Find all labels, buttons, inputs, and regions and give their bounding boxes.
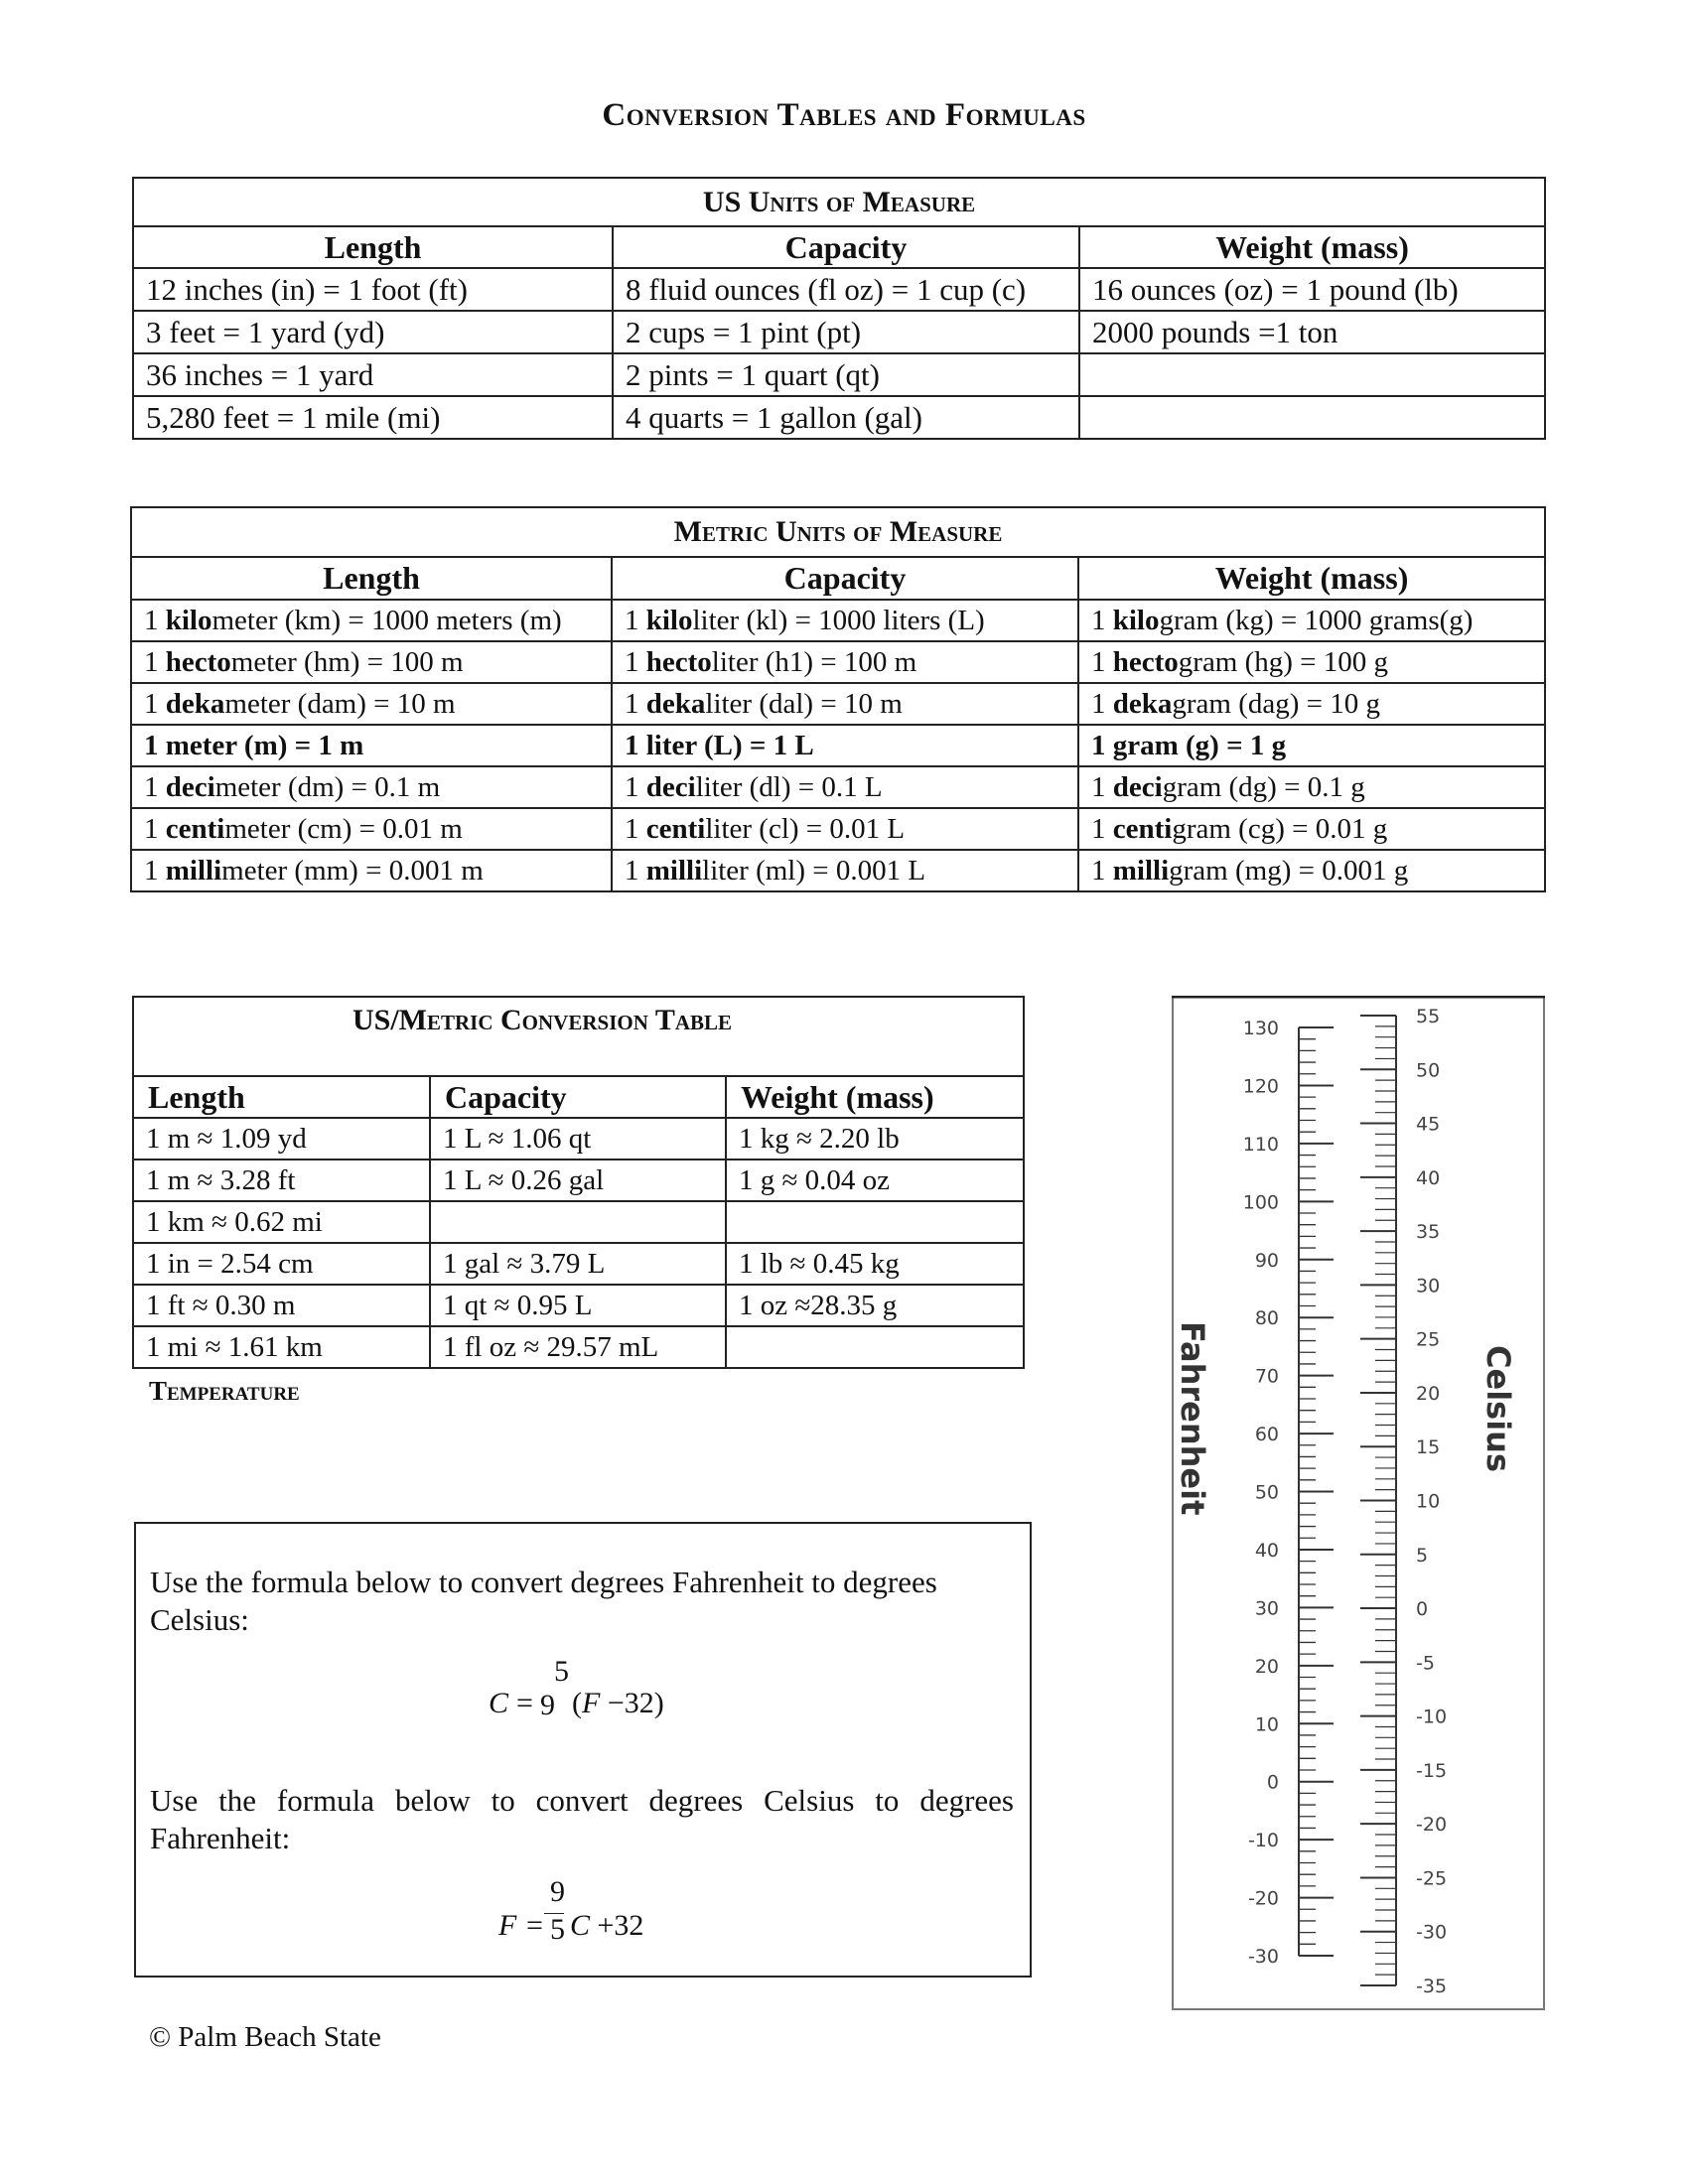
temperature-heading: Temperature: [149, 1376, 300, 1406]
table-cell: [1078, 725, 1545, 766]
page-title: Conversion Tables and Formulas: [602, 97, 1086, 133]
table-cell: [131, 600, 612, 641]
table-cell: 1 mi ≈ 1.61 km: [133, 1326, 430, 1368]
celsius-tick-label: -35: [1416, 1976, 1448, 1997]
cell-prefix: 1: [144, 687, 166, 720]
fahrenheit-tick-label: 90: [1254, 1249, 1279, 1272]
table-cell: 1 g ≈ 0.04 oz: [726, 1160, 1024, 1201]
fahrenheit-tick-label: 120: [1242, 1075, 1279, 1098]
formula-open-paren: (: [572, 1687, 582, 1719]
table-cell: 4 quarts = 1 gallon (gal): [613, 396, 1079, 439]
cell-prefix: 1: [144, 854, 166, 887]
formula-numerator: 9: [550, 1875, 565, 1908]
table-cell: [612, 766, 1078, 808]
table-row: [133, 396, 1545, 439]
cell-bold-part: 1 gram (g) = 1 g: [1091, 729, 1287, 761]
fahrenheit-tick-label: 70: [1254, 1365, 1279, 1388]
celsius-tick-label: 40: [1416, 1166, 1441, 1189]
formula-variable: F: [582, 1687, 601, 1719]
fahrenheit-tick-label: 60: [1254, 1424, 1279, 1446]
fahrenheit-tick-label: 40: [1254, 1539, 1279, 1562]
cell-prefix: 1: [144, 604, 166, 636]
fahrenheit-tick-label: -10: [1247, 1830, 1279, 1852]
table-cell: 1 qt ≈ 0.95 L: [430, 1285, 726, 1326]
table-row: [131, 725, 1545, 766]
fahrenheit-tick-label: -30: [1247, 1946, 1279, 1968]
metric-units-table: [130, 506, 1546, 892]
fahrenheit-tick-label: 30: [1254, 1597, 1279, 1620]
us-header-capacity: Capacity: [613, 226, 1079, 268]
table-cell: 3 feet = 1 yard (yd): [133, 311, 613, 353]
cell-prefix: 1: [144, 645, 166, 678]
cell-bold-part: 1 meter (m) = 1 m: [144, 729, 364, 761]
cell-suffix: meter (dam) = 10 m: [224, 687, 456, 720]
table-cell: 12 inches (in) = 1 foot (ft): [133, 268, 613, 311]
cell-suffix: liter (kl) = 1000 liters (L): [692, 604, 985, 636]
cell-suffix: liter (h1) = 100 m: [711, 645, 917, 678]
table-cell: [726, 1326, 1024, 1368]
cell-bold-part: hecto: [1112, 645, 1179, 678]
celsius-tick-label: 5: [1416, 1544, 1429, 1567]
table-cell: 2000 pounds =1 ton: [1079, 311, 1545, 353]
fahrenheit-tick-label: 20: [1254, 1655, 1279, 1678]
cell-bold-part: deka: [645, 687, 706, 720]
fahrenheit-tick-label: 80: [1254, 1307, 1279, 1330]
cell-prefix: 1: [625, 854, 646, 887]
table-cell: [131, 725, 612, 766]
celsius-tick-label: 20: [1416, 1382, 1441, 1405]
table-cell: [1078, 600, 1545, 641]
us-header-weight: Weight (mass): [1079, 226, 1545, 268]
celsius-label: Celsius: [1479, 1345, 1517, 1472]
table-row: [133, 1201, 1024, 1243]
cell-bold-part: 1 liter (L) = 1 L: [625, 729, 814, 761]
fahrenheit-tick-label: 130: [1242, 1018, 1279, 1039]
table-row: [133, 268, 1545, 311]
formula-lhs: C: [489, 1687, 509, 1719]
table-cell: [131, 683, 612, 725]
celsius-tick-label: -5: [1416, 1652, 1435, 1675]
cell-prefix: 1: [144, 770, 166, 803]
cell-suffix: liter (dal) = 10 m: [705, 687, 903, 720]
cell-prefix: 1: [625, 770, 646, 803]
cell-suffix: meter (mm) = 0.001 m: [221, 854, 484, 887]
fahrenheit-tick-label: 110: [1242, 1133, 1279, 1156]
table-cell: 1 L ≈ 1.06 qt: [430, 1118, 726, 1160]
celsius-tick-label: -30: [1416, 1921, 1448, 1944]
cell-prefix: 1: [1091, 687, 1113, 720]
table-cell: [612, 808, 1078, 850]
formula-equals: =: [526, 1909, 543, 1942]
cell-suffix: meter (dm) = 0.1 m: [214, 770, 441, 803]
table-cell: 1 ft ≈ 0.30 m: [133, 1285, 430, 1326]
table-cell: 1 km ≈ 0.62 mi: [133, 1201, 430, 1243]
cell-bold-part: centi: [645, 812, 706, 845]
cell-bold-part: milli: [645, 854, 703, 887]
table-row: [133, 1243, 1024, 1285]
table-row: [131, 600, 1545, 641]
cell-bold-part: deci: [645, 770, 696, 803]
cell-prefix: 1: [1091, 854, 1113, 887]
thermometer-image: [1172, 996, 1545, 2010]
table-row: [131, 683, 1545, 725]
cell-bold-part: kilo: [165, 604, 212, 636]
table-cell: 1 in = 2.54 cm: [133, 1243, 430, 1285]
table-row: [133, 1118, 1024, 1160]
fahrenheit-tick-label: 50: [1254, 1481, 1279, 1504]
cell-bold-part: deci: [1112, 770, 1163, 803]
cell-suffix: gram (dag) = 10 g: [1172, 687, 1381, 720]
table-cell: 1 fl oz ≈ 29.57 mL: [430, 1326, 726, 1368]
table-cell: 1 lb ≈ 0.45 kg: [726, 1243, 1024, 1285]
conv-header-length: Length: [133, 1076, 430, 1118]
table-cell: 1 gal ≈ 3.79 L: [430, 1243, 726, 1285]
table-row: [133, 311, 1545, 353]
us-units-title: US Units of Measure: [133, 178, 1545, 226]
thermometer-frame: [1173, 996, 1544, 2009]
table-cell: 8 fluid ounces (fl oz) = 1 cup (c): [613, 268, 1079, 311]
celsius-tick-label: 50: [1416, 1059, 1441, 1082]
conv-header-capacity: Capacity: [430, 1076, 726, 1118]
formula-denominator: 9: [540, 1689, 555, 1721]
formula-box: [134, 1522, 1032, 1978]
table-cell: [131, 808, 612, 850]
table-row: [131, 766, 1545, 808]
cell-suffix: meter (cm) = 0.01 m: [224, 812, 463, 845]
cell-suffix: meter (km) = 1000 meters (m): [211, 604, 562, 636]
f-to-c-instructions: Use the formula below to convert degrees Fahrenheit to degrees Celsius:: [150, 1565, 937, 1637]
formula-denominator: 5: [550, 1913, 565, 1946]
table-cell: 2 pints = 1 quart (qt): [613, 353, 1079, 396]
metric-header-length: Length: [131, 557, 612, 600]
celsius-tick-label: 30: [1416, 1275, 1441, 1297]
table-cell: [131, 766, 612, 808]
table-cell: [612, 600, 1078, 641]
formula-variable: C: [570, 1909, 591, 1942]
table-cell: [1079, 353, 1545, 396]
table-cell: [1079, 396, 1545, 439]
celsius-tick-label: 55: [1416, 1006, 1441, 1027]
metric-header-weight: Weight (mass): [1078, 557, 1545, 600]
celsius-tick-label: 0: [1416, 1598, 1429, 1621]
table-cell: [131, 850, 612, 891]
celsius-tick-label: 35: [1416, 1221, 1441, 1244]
table-cell: [612, 683, 1078, 725]
table-cell: [612, 850, 1078, 891]
cell-prefix: 1: [1091, 770, 1113, 803]
table-row: [131, 641, 1545, 683]
celsius-tick-label: -10: [1416, 1706, 1448, 1728]
table-cell: [612, 641, 1078, 683]
table-cell: 36 inches = 1 yard: [133, 353, 613, 396]
cell-suffix: liter (cl) = 0.01 L: [705, 812, 906, 845]
celsius-tick-label: -25: [1416, 1867, 1448, 1890]
cell-prefix: 1: [625, 687, 646, 720]
table-cell: 1 m ≈ 3.28 ft: [133, 1160, 430, 1201]
conv-header-weight: Weight (mass): [726, 1076, 1024, 1118]
fahrenheit-tick-label: 100: [1242, 1191, 1279, 1214]
table-cell: 1 m ≈ 1.09 yd: [133, 1118, 430, 1160]
table-row: [133, 1326, 1024, 1368]
cell-suffix: liter (ml) = 0.001 L: [702, 854, 926, 887]
celsius-tick-label: 15: [1416, 1436, 1441, 1459]
fahrenheit-tick-label: 10: [1254, 1713, 1279, 1736]
table-cell: 1 kg ≈ 2.20 lb: [726, 1118, 1024, 1160]
cell-bold-part: deci: [165, 770, 215, 803]
table-cell: [1078, 766, 1545, 808]
cell-suffix: meter (hm) = 100 m: [230, 645, 464, 678]
cell-bold-part: kilo: [1112, 604, 1160, 636]
cell-suffix: liter (dl) = 0.1 L: [695, 770, 883, 803]
us-units-table: [132, 177, 1546, 440]
c-to-f-formula: [498, 1873, 737, 1963]
cell-prefix: 1: [1091, 812, 1113, 845]
table-cell: [1078, 683, 1545, 725]
cell-bold-part: centi: [1112, 812, 1173, 845]
table-cell: 5,280 feet = 1 mile (mi): [133, 396, 613, 439]
c-to-f-instructions: Use the formula below to convert degrees Celsius to degrees Fahrenheit:: [150, 1783, 1014, 1855]
table-row: [133, 1285, 1024, 1326]
cell-suffix: gram (mg) = 0.001 g: [1169, 854, 1409, 887]
celsius-tick-label: -15: [1416, 1759, 1448, 1782]
metric-units-title: Metric Units of Measure: [131, 507, 1545, 557]
celsius-tick-label: -20: [1416, 1814, 1448, 1837]
cell-bold-part: milli: [1112, 854, 1170, 887]
cell-prefix: 1: [625, 645, 646, 678]
cell-prefix: 1: [1091, 645, 1113, 678]
table-cell: [1078, 850, 1545, 891]
celsius-tick-label: 10: [1416, 1490, 1441, 1513]
table-cell: 16 ounces (oz) = 1 pound (lb): [1079, 268, 1545, 311]
formula-equals: =: [516, 1687, 533, 1719]
f-to-c-formula: [489, 1643, 747, 1732]
celsius-tick-label: 25: [1416, 1328, 1441, 1351]
conversion-table-title: US/Metric Conversion Table: [133, 997, 1024, 1076]
table-row: [133, 1160, 1024, 1201]
cell-bold-part: kilo: [645, 604, 693, 636]
cell-bold-part: centi: [165, 812, 225, 845]
cell-prefix: 1: [1091, 604, 1113, 636]
cell-prefix: 1: [625, 812, 646, 845]
table-row: [131, 850, 1545, 891]
celsius-tick-label: 45: [1416, 1113, 1441, 1136]
table-cell: 1 L ≈ 0.26 gal: [430, 1160, 726, 1201]
table-cell: [726, 1201, 1024, 1243]
fahrenheit-tick-label: 0: [1266, 1771, 1279, 1794]
fahrenheit-label: Fahrenheit: [1174, 1321, 1211, 1516]
formula-lhs: F: [498, 1909, 517, 1942]
table-row: [131, 808, 1545, 850]
us-header-length: Length: [133, 226, 613, 268]
table-cell: [612, 725, 1078, 766]
cell-prefix: 1: [625, 604, 646, 636]
us-metric-conversion-table: [132, 996, 1025, 1369]
table-row: [133, 353, 1545, 396]
table-cell: [430, 1201, 726, 1243]
cell-suffix: gram (cg) = 0.01 g: [1172, 812, 1388, 845]
formula-numerator: 5: [554, 1655, 569, 1688]
copyright-notice: © Palm Beach State: [149, 2021, 381, 2053]
formula-rest: +32: [590, 1909, 644, 1942]
cell-prefix: 1: [144, 812, 166, 845]
cell-bold-part: hecto: [645, 645, 712, 678]
table-cell: 1 oz ≈28.35 g: [726, 1285, 1024, 1326]
metric-header-capacity: Capacity: [612, 557, 1078, 600]
table-cell: 2 cups = 1 pint (pt): [613, 311, 1079, 353]
cell-bold-part: deka: [1112, 687, 1173, 720]
cell-suffix: gram (hg) = 100 g: [1178, 645, 1389, 678]
table-cell: [1078, 808, 1545, 850]
cell-bold-part: milli: [165, 854, 222, 887]
cell-bold-part: hecto: [165, 645, 231, 678]
formula-rest: −32): [600, 1687, 664, 1719]
cell-suffix: gram (kg) = 1000 grams(g): [1159, 604, 1474, 636]
cell-suffix: gram (dg) = 0.1 g: [1162, 770, 1365, 803]
cell-bold-part: deka: [165, 687, 225, 720]
table-cell: [131, 641, 612, 683]
table-cell: [1078, 641, 1545, 683]
fahrenheit-tick-label: -20: [1247, 1887, 1279, 1910]
